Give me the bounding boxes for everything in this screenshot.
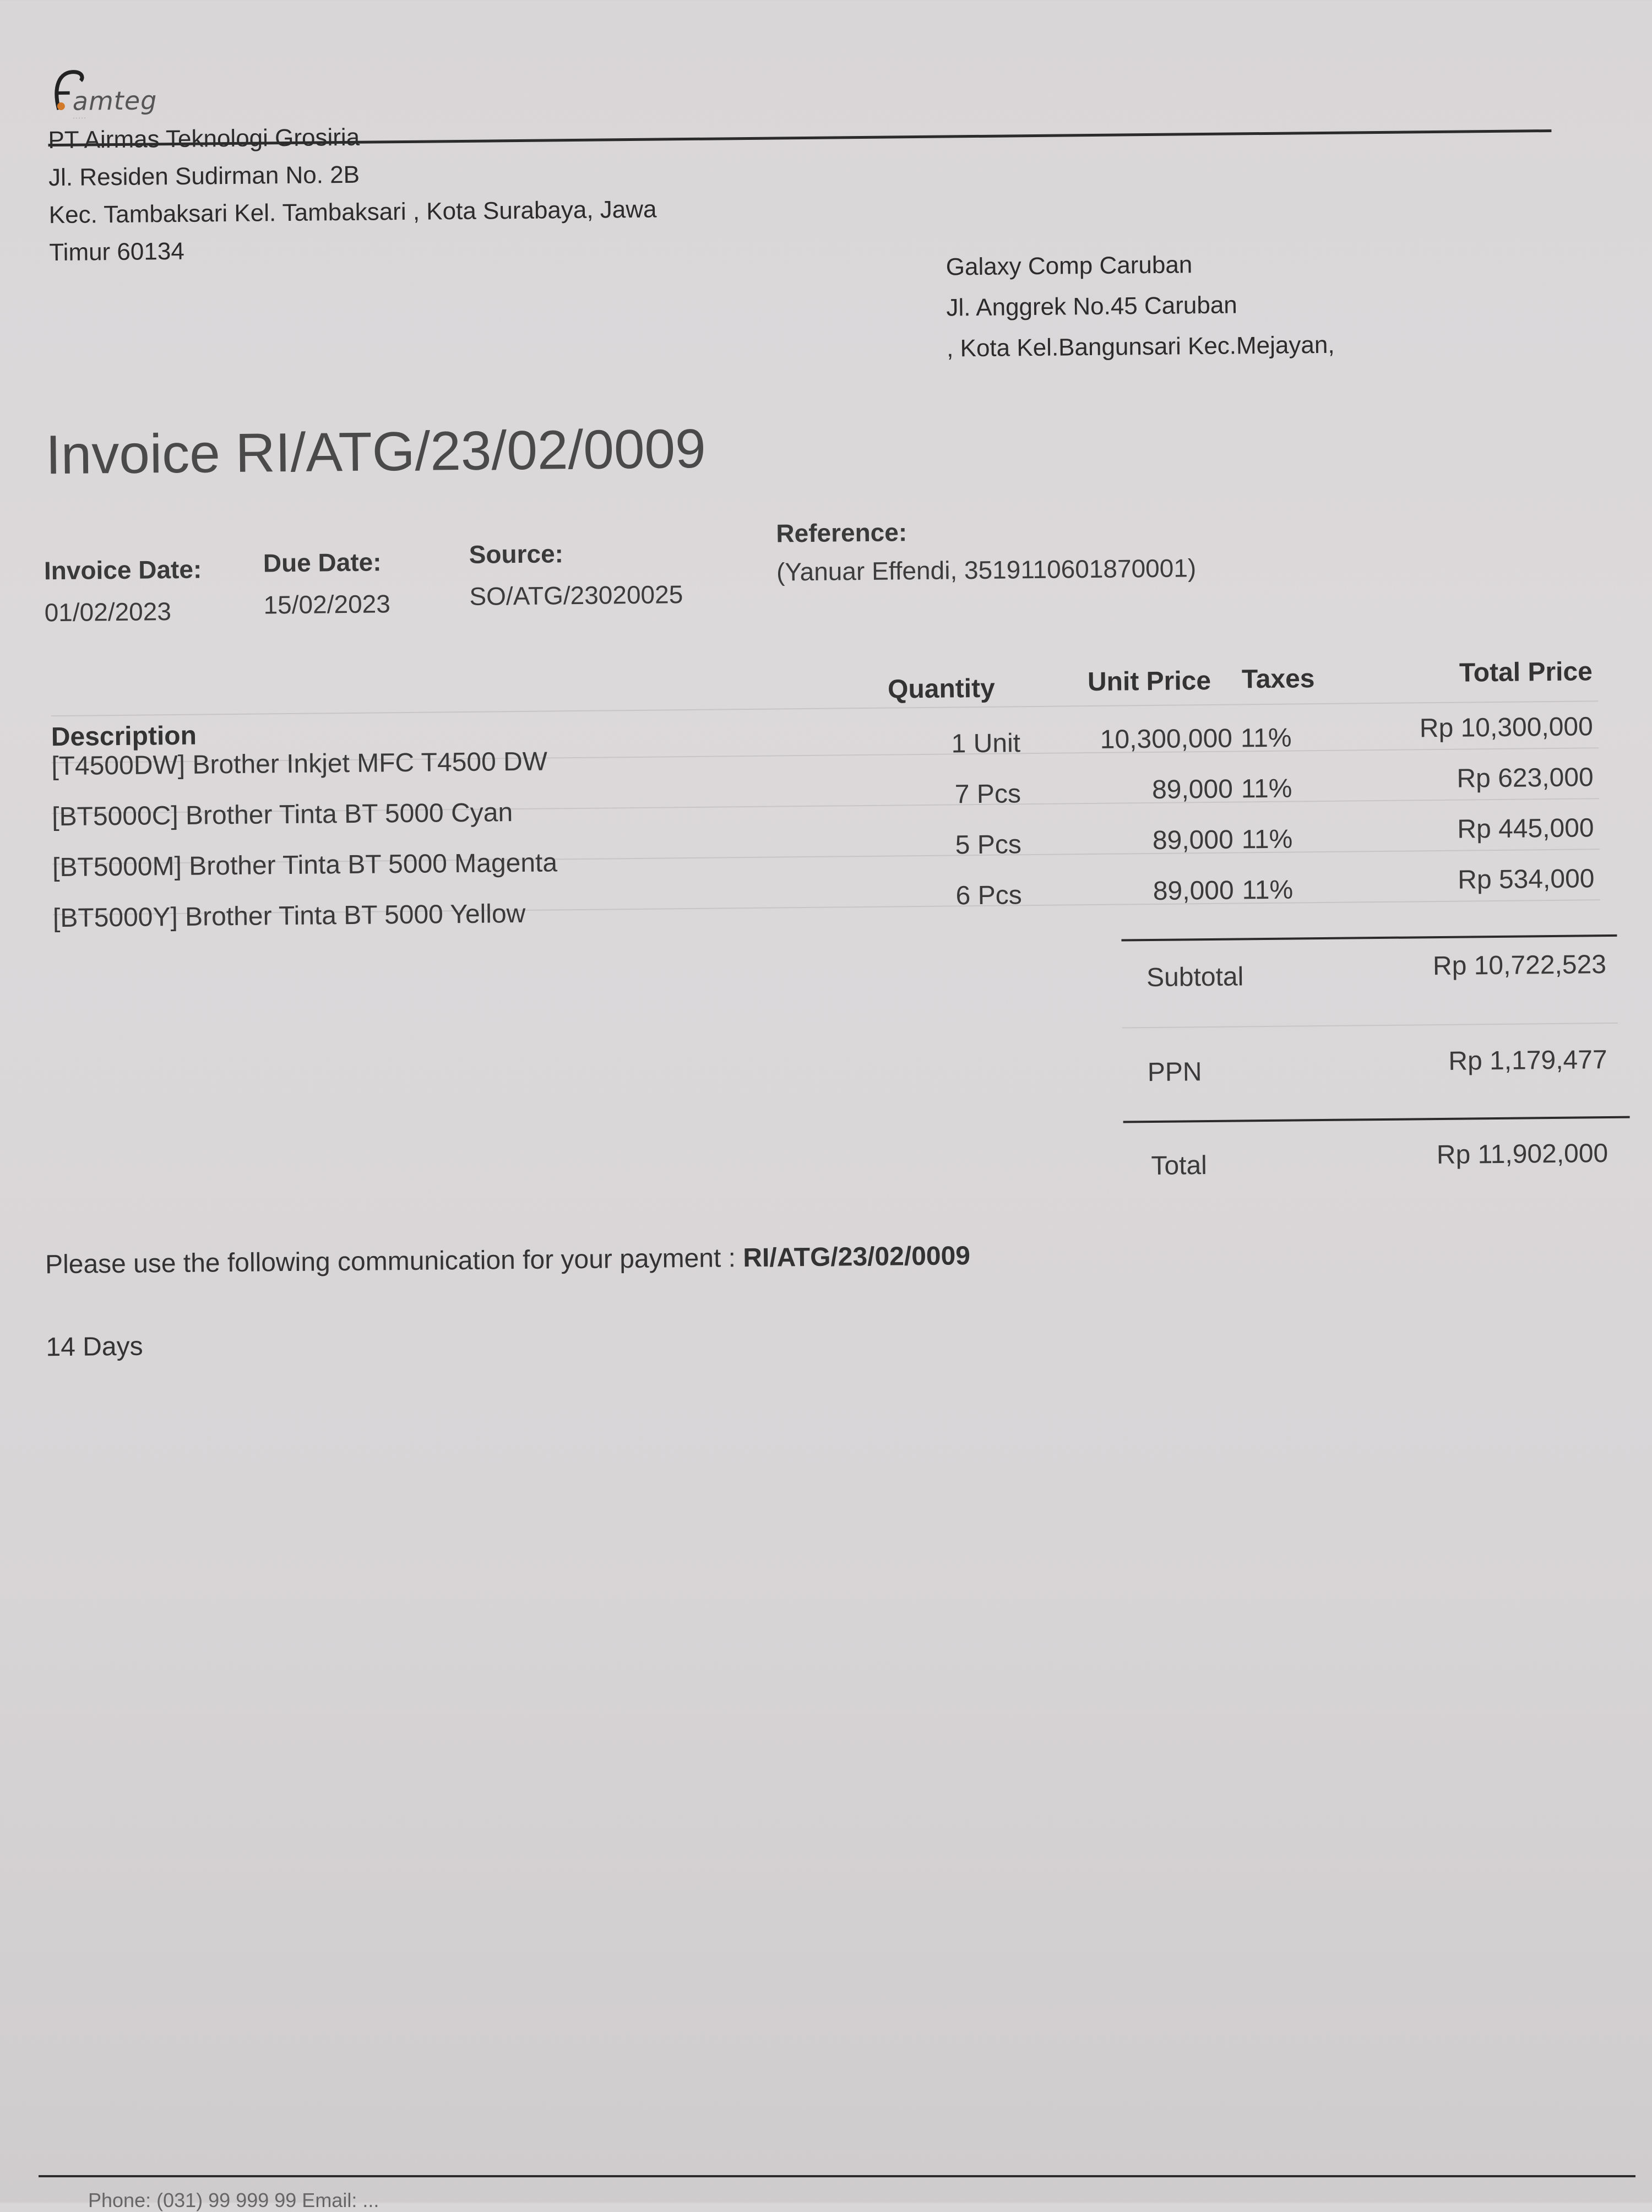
source-value: SO/ATG/23020025 [469,580,683,611]
customer-address [945,243,1335,369]
total-label: Total [1151,1151,1208,1181]
row-unit-price: 10,300,000 [1100,724,1233,754]
due-date-value: 15/02/2023 [263,589,391,619]
row-description: [T4500DW] Brother Inkjet MFC T4500 DW [51,747,548,781]
row-description: [BT5000M] Brother Tinta BT 5000 Magenta [52,848,558,883]
row-quantity: 6 Pcs [955,881,1022,911]
source-field [469,537,683,611]
row-unit-price: 89,000 [1153,876,1234,906]
footer-rule [39,2175,1635,2177]
footer-contact: Phone: (031) 99 999 99 Email: ... [88,2189,379,2211]
payment-terms: 14 Days [46,1331,143,1362]
company-address-line: Timur 60134 [49,237,185,267]
logo-wordmark: amteg [72,85,157,116]
row-unit-price: 89,000 [1151,774,1233,805]
subtotal-value: Rp 10,722,523 [1432,950,1607,981]
invoice-date-field [44,555,203,628]
company-address-line: Kec. Tambaksari Kel. Tambaksari , Kota Surabaya, Jawa [48,195,657,229]
reference-value: (Yanuar Effendi, 3519110601870001) [776,553,1197,586]
payment-communication [45,1241,970,1280]
reference-field [776,514,1196,586]
customer-address-line: , Kota Kel.Bangunsari Kec.Mejayan, [946,331,1335,362]
field-label: Due Date: [263,547,382,578]
logo-tagline: ····· [72,113,87,122]
tax-value: Rp 1,179,477 [1448,1045,1607,1076]
customer-name: Galaxy Comp Caruban [945,251,1193,281]
row-taxes: 11% [1241,774,1292,804]
row-total: Rp 10,300,000 [1419,712,1594,743]
column-header-description: Description [51,721,197,752]
row-description: [BT5000Y] Brother Tinta BT 5000 Yellow [52,899,526,933]
row-total: Rp 534,000 [1458,864,1595,895]
subtotal-label: Subtotal [1146,962,1244,993]
row-unit-price: 89,000 [1152,825,1233,855]
column-header-taxes: Taxes [1241,664,1315,694]
tax-label: PPN [1147,1057,1202,1088]
row-total: Rp 623,000 [1457,763,1594,794]
table-top-rule [51,700,1598,716]
payment-reference: RI/ATG/23/02/0009 [743,1241,971,1273]
row-taxes: 11% [1240,723,1292,753]
due-date-field [263,547,390,619]
company-address [48,113,657,272]
row-total: Rp 445,000 [1457,813,1594,844]
total-value: Rp 11,902,000 [1436,1139,1608,1170]
column-header-total-price: Total Price [1459,657,1593,688]
row-quantity: 1 Unit [951,729,1021,759]
company-name: PT Airmas Teknologi Grosiria [48,123,360,154]
column-header-quantity: Quantity [887,673,996,704]
invoice-date-value: 01/02/2023 [44,597,172,627]
row-quantity: 5 Pcs [955,830,1022,860]
field-label: Reference: [776,518,907,548]
total-rule [1123,1116,1630,1123]
customer-address-line: Jl. Anggrek No.45 Caruban [946,291,1237,322]
row-description: [BT5000C] Brother Tinta BT 5000 Cyan [51,798,513,832]
payment-communication-text: Please use the following communication for your payment : [45,1243,743,1280]
field-label: Invoice Date: [44,555,202,585]
row-quantity: 7 Pcs [954,779,1021,809]
row-taxes: 11% [1242,875,1294,905]
invoice-title: Invoice RI/ATG/23/02/0009 [45,417,707,486]
field-label: Source: [469,539,564,569]
subtotal-rule [1122,1023,1618,1029]
totals-top-rule [1121,934,1617,942]
company-logo [47,64,175,126]
column-header-unit-price: Unit Price [1087,666,1211,697]
company-address-line: Jl. Residen Sudirman No. 2B [48,161,360,192]
row-taxes: 11% [1241,824,1293,855]
